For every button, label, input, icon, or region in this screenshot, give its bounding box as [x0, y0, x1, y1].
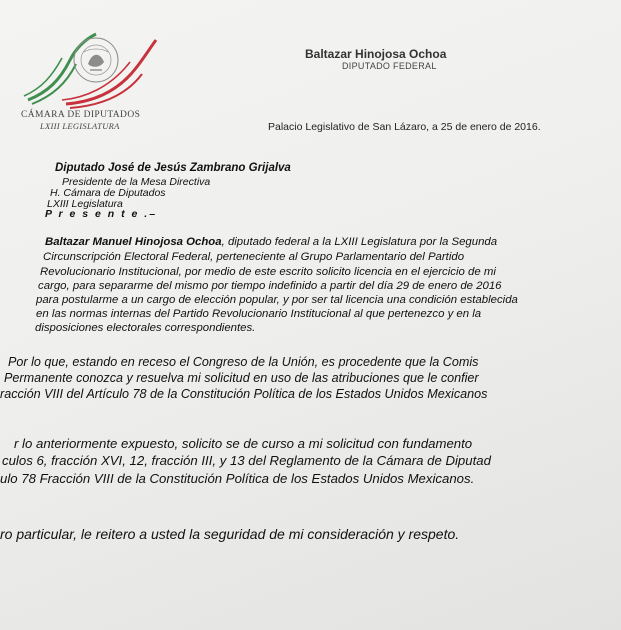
- paragraph-1-line-6: en las normas internas del Partido Revolucionario Institucional al que pertenezco y en la: [36, 308, 482, 320]
- sender-title: DIPUTADO FEDERAL: [342, 61, 437, 71]
- paragraph-2-line-1: Por lo que, estando en receso el Congreso de la Unión, es procedente que la Comis: [8, 355, 479, 369]
- institution-name: CÁMARA DE DIPUTADOS: [21, 110, 141, 120]
- paragraph-1-line-5: para postularme a un cargo de elección popular, y por ser tal licencia una condición establecida: [36, 294, 518, 306]
- dateline: Palacio Legislativo de San Lázaro, a 25 de enero de 2016.: [268, 121, 541, 133]
- recipient-position: Presidente de la Mesa Directiva: [62, 176, 211, 188]
- paragraph-1-line-3: Revolucionario Institucional, por medio de este escrito solicito licencia en el ejercicio de mi: [40, 266, 496, 278]
- paragraph-1-line-2: Circunscripción Electoral Federal, perteneciente al Grupo Parlamentario del Partido: [43, 251, 465, 263]
- paragraph-2-line-2: Permanente conozca y resuelva mi solicitud en uso de las atribuciones que le confier: [4, 371, 479, 385]
- recipient-legislature: LXIII Legislatura: [47, 198, 123, 210]
- paragraph-1-bold-lead: Baltazar Manuel Hinojosa Ochoa: [45, 236, 222, 248]
- camara-de-diputados-logo-icon: [20, 22, 170, 122]
- sender-name: Baltazar Hinojosa Ochoa: [305, 47, 447, 61]
- recipient-chamber: H. Cámara de Diputados: [50, 187, 166, 199]
- paragraph-3-line-1: r lo anteriormente expuesto, solicito se de curso a mi solicitud con fundamento: [14, 436, 473, 451]
- paragraph-1-line-1-text: , diputado federal a la LXIII Legislatura por la Segunda: [221, 236, 498, 248]
- salutation: P r e s e n t e .–: [45, 208, 158, 220]
- recipient-name: Diputado José de Jesús Zambrano Grijalva: [55, 162, 291, 174]
- paragraph-1-line-4: cargo, para separarme del mismo por tiempo indefinido a partir del día 29 de enero de 2016: [38, 280, 502, 292]
- paragraph-1-line-7: disposiciones electorales correspondientes.: [35, 322, 256, 334]
- paragraph-3-line-3: ulo 78 Fracción VIII de la Constitución Política de los Estados Unidos Mexicanos.: [0, 471, 475, 486]
- paragraph-2-line-3: racción VIII del Artículo 78 de la Constitución Política de los Estados Unidos Mexicanos: [0, 387, 488, 401]
- closing-line: ro particular, le reitero a usted la seguridad de mi consideración y respeto.: [0, 526, 460, 542]
- legislature-label: LXIII LEGISLATURA: [40, 121, 120, 131]
- paragraph-3-line-2: culos 6, fracción XVI, 12, fracción III, y 13 del Reglamento de la Cámara de Diputad: [2, 453, 491, 468]
- paragraph-1-line-1: [45, 236, 497, 248]
